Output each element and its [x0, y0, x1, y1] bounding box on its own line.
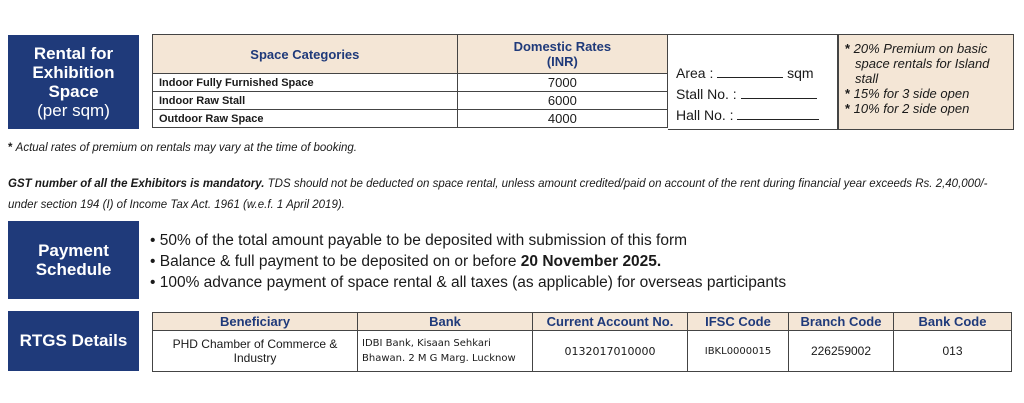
- rate-value: 6000: [457, 92, 667, 110]
- rental-label-line-1: Rental for: [33, 44, 114, 63]
- ifsc-value: IBKL0000015: [688, 331, 789, 372]
- beneficiary-value: PHD Chamber of Commerce & Industry: [153, 331, 358, 372]
- rate-category: Indoor Raw Stall: [153, 92, 458, 110]
- area-label: Area :: [676, 65, 714, 81]
- rate-category: Indoor Fully Furnished Space: [153, 74, 458, 92]
- rate-category: Outdoor Raw Space: [153, 110, 458, 128]
- area-blank: [717, 65, 783, 78]
- payment-item: • 50% of the total amount payable to be deposited with submission of this form: [150, 230, 786, 251]
- payment-schedule-label: [8, 221, 139, 299]
- account-value: 0132017010000: [533, 331, 688, 372]
- stall-details-form: [668, 34, 838, 130]
- rental-section-label: [8, 35, 139, 129]
- rtgs-details-label: RTGS Details: [8, 311, 139, 371]
- stall-field-row: [676, 84, 837, 105]
- gst-mandatory-text: GST number of all the Exhibitors is mandatory.: [8, 178, 265, 190]
- premium-notes-box: [838, 34, 1014, 130]
- rate-row: [153, 92, 668, 110]
- bank-code-header: Bank Code: [894, 313, 1012, 331]
- payment-deadline: 20 November 2025.: [520, 253, 662, 270]
- rate-value: 7000: [457, 74, 667, 92]
- ifsc-header: IFSC Code: [688, 313, 789, 331]
- hall-field-row: [676, 105, 837, 126]
- area-unit: sqm: [787, 65, 814, 81]
- bank-value: IDBI Bank, Kisaan Sehkari Bhawan. 2 M G Marg. Lucknow: [358, 331, 533, 372]
- premium-item: * 20% Premium on basic space rentals for Island stall: [845, 41, 990, 86]
- rate-row: [153, 110, 668, 128]
- rental-label-line-3: Space: [48, 82, 99, 101]
- stall-blank: [741, 86, 817, 99]
- payment-item: • 100% advance payment of space rental & all taxes (as applicable) for overseas participants: [150, 272, 786, 293]
- rtgs-details-table: [152, 312, 1012, 372]
- space-categories-header: Space Categories: [153, 35, 458, 74]
- payment-label-line-1: Payment: [38, 241, 109, 260]
- premium-rates-note: * Actual rates of premium on rentals may vary at the time of booking.: [8, 142, 357, 154]
- rtgs-header-row: [153, 313, 1012, 331]
- account-header: Current Account No.: [533, 313, 688, 331]
- hall-blank: [737, 107, 819, 120]
- premium-item: * 10% for 2 side open: [845, 101, 970, 116]
- space-rates-table: [152, 34, 668, 128]
- branch-code-header: Branch Code: [789, 313, 894, 331]
- branch-code-value: 226259002: [789, 331, 894, 372]
- rental-label-line-2: Exhibition: [32, 63, 115, 82]
- hall-label: Hall No. :: [676, 107, 734, 123]
- gst-note: [8, 174, 1013, 216]
- bank-header: Bank: [358, 313, 533, 331]
- tds-text: TDS should not be deducted on space rental, unless amount credited/paid on account of the rent during financial year exceeds Rs. 2,40,000/- under section 194 (I) of Income Tax Act. 1961 (w.e.f. 1 April 2019).: [8, 178, 988, 211]
- area-field-row: [676, 63, 837, 84]
- bank-code-value: 013: [894, 331, 1012, 372]
- domestic-rates-header: [457, 35, 667, 74]
- beneficiary-header: Beneficiary: [153, 313, 358, 331]
- premium-item: * 15% for 3 side open: [845, 86, 970, 101]
- rate-row: [153, 74, 668, 92]
- stall-label: Stall No. :: [676, 86, 737, 102]
- payment-item: • Balance & full payment to be deposited on or before 20 November 2025.: [150, 251, 786, 272]
- payment-schedule-list: [150, 230, 786, 293]
- rate-value: 4000: [457, 110, 667, 128]
- rtgs-data-row: [153, 331, 1012, 372]
- domestic-rates-title: Domestic Rates: [513, 39, 612, 54]
- payment-label-line-2: Schedule: [35, 260, 112, 279]
- rates-header-row: [153, 35, 668, 74]
- rental-unit-label: (per sqm): [37, 101, 110, 120]
- currency-label: (INR): [546, 54, 578, 69]
